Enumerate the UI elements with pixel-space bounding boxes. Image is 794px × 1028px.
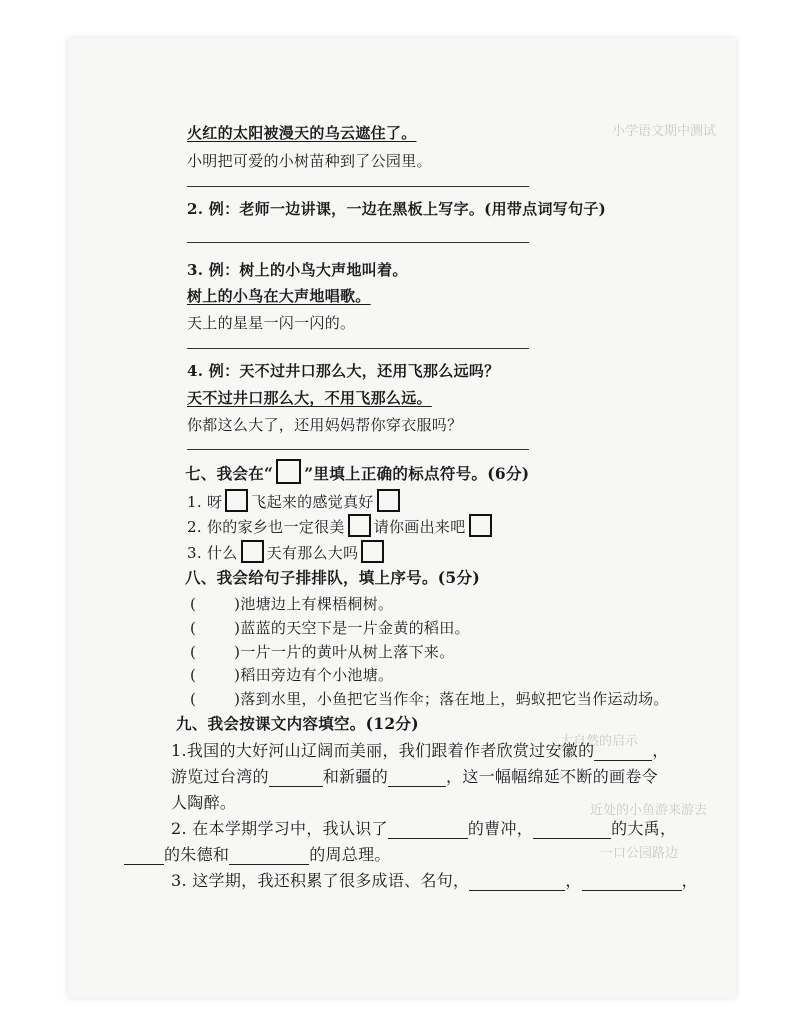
punctuation-input[interactable] bbox=[361, 540, 384, 563]
punctuation-input[interactable] bbox=[225, 489, 248, 512]
punctuation-input[interactable] bbox=[241, 540, 264, 563]
order-item: ( )稻田旁边有个小池塘。 bbox=[190, 666, 394, 684]
order-item: ( )落到水里，小鱼把它当作伞；落在地上，蚂蚁把它当作运动场。 bbox=[190, 690, 669, 708]
fill-blank[interactable] bbox=[269, 767, 323, 787]
punctuation-input[interactable] bbox=[377, 489, 400, 512]
section-7-title: 七、我会在“ ”里填上正确的标点符号。(6分) bbox=[185, 459, 529, 484]
answer-line-2[interactable] bbox=[187, 242, 529, 243]
sentence-1: 小明把可爱的小树苗种到了公园里。 bbox=[187, 152, 432, 170]
fill-blank[interactable] bbox=[388, 767, 446, 787]
answer-line-4[interactable] bbox=[187, 449, 529, 450]
order-item: ( )一片一片的黄叶从树上落下来。 bbox=[190, 643, 455, 661]
question-4-sentence: 你都这么大了，还用妈妈帮你穿衣服吗？ bbox=[187, 416, 463, 434]
punctuation-input[interactable] bbox=[348, 514, 371, 537]
example-answer-1: 火红的太阳被漫天的乌云遮住了。 bbox=[187, 124, 417, 142]
fill-q1-line3: 人陶醉。 bbox=[171, 793, 237, 812]
section-8-title: 八、我会给句子排排队，填上序号。(5分) bbox=[185, 568, 480, 587]
question-3-sentence: 天上的星星一闪一闪的。 bbox=[187, 314, 356, 332]
fill-blank[interactable] bbox=[582, 871, 682, 891]
section-7-q1: 1. 呀 飞起来的感觉真好 bbox=[187, 489, 403, 512]
fill-q2-line2: 的朱德和 的周总理。 bbox=[124, 842, 391, 865]
punctuation-box-icon bbox=[276, 459, 301, 484]
fill-blank[interactable] bbox=[469, 871, 565, 891]
punctuation-input[interactable] bbox=[469, 514, 492, 537]
fill-q2-line1: 2. 在本学期学习中，我认识了 的曹冲， 的大禹， bbox=[171, 819, 677, 838]
question-2: 2. 例：老师一边讲课，一边在黑板上写字。(用带点词写句子) bbox=[187, 200, 607, 218]
answer-line-3[interactable] bbox=[187, 348, 529, 349]
fill-q3-line1: 3. 这学期，我还积累了很多成语、名句， ， ， bbox=[171, 871, 698, 890]
bleed-text: 近处的小鱼游来游去 bbox=[590, 803, 708, 818]
bleed-text: 一口公园路边 bbox=[600, 846, 679, 861]
section-7-q2: 2. 你的家乡也一定很美 请你画出来吧 bbox=[187, 514, 495, 537]
order-item: ( )蓝蓝的天空下是一片金黄的稻田。 bbox=[190, 619, 470, 637]
bleed-text: 大自然的启示 bbox=[560, 734, 639, 749]
question-3-example: 3. 例：树上的小鸟大声地叫着。 bbox=[187, 261, 408, 279]
fill-blank[interactable] bbox=[388, 819, 468, 839]
fill-blank[interactable] bbox=[533, 819, 611, 839]
bleed-text: 小学语文期中测试 bbox=[612, 124, 717, 139]
fill-q1-line1: 1.我国的大好河山辽阔而美丽，我们跟着作者欣赏过安徽的 ， bbox=[171, 741, 669, 760]
order-item: ( )池塘边上有棵梧桐树。 bbox=[190, 595, 394, 613]
question-3-answer: 树上的小鸟在大声地唱歌。 bbox=[187, 287, 371, 305]
fill-blank[interactable] bbox=[124, 845, 164, 865]
section-9-title: 九、我会按课文内容填空。(12分) bbox=[176, 714, 419, 733]
fill-q1-line2: 游览过台湾的 和新疆的 ，这一幅幅绵延不断的画卷令 bbox=[171, 767, 658, 786]
question-4-example: 4. 例：天不过井口那么大，还用飞那么远吗？ bbox=[187, 362, 500, 380]
question-4-answer: 天不过井口那么大，不用飞那么远。 bbox=[187, 389, 432, 407]
fill-blank[interactable] bbox=[229, 845, 309, 865]
answer-line-1[interactable] bbox=[187, 186, 529, 187]
section-7-q3: 3. 什么 天有那么大吗 bbox=[187, 540, 387, 563]
fill-blank[interactable] bbox=[594, 741, 652, 761]
